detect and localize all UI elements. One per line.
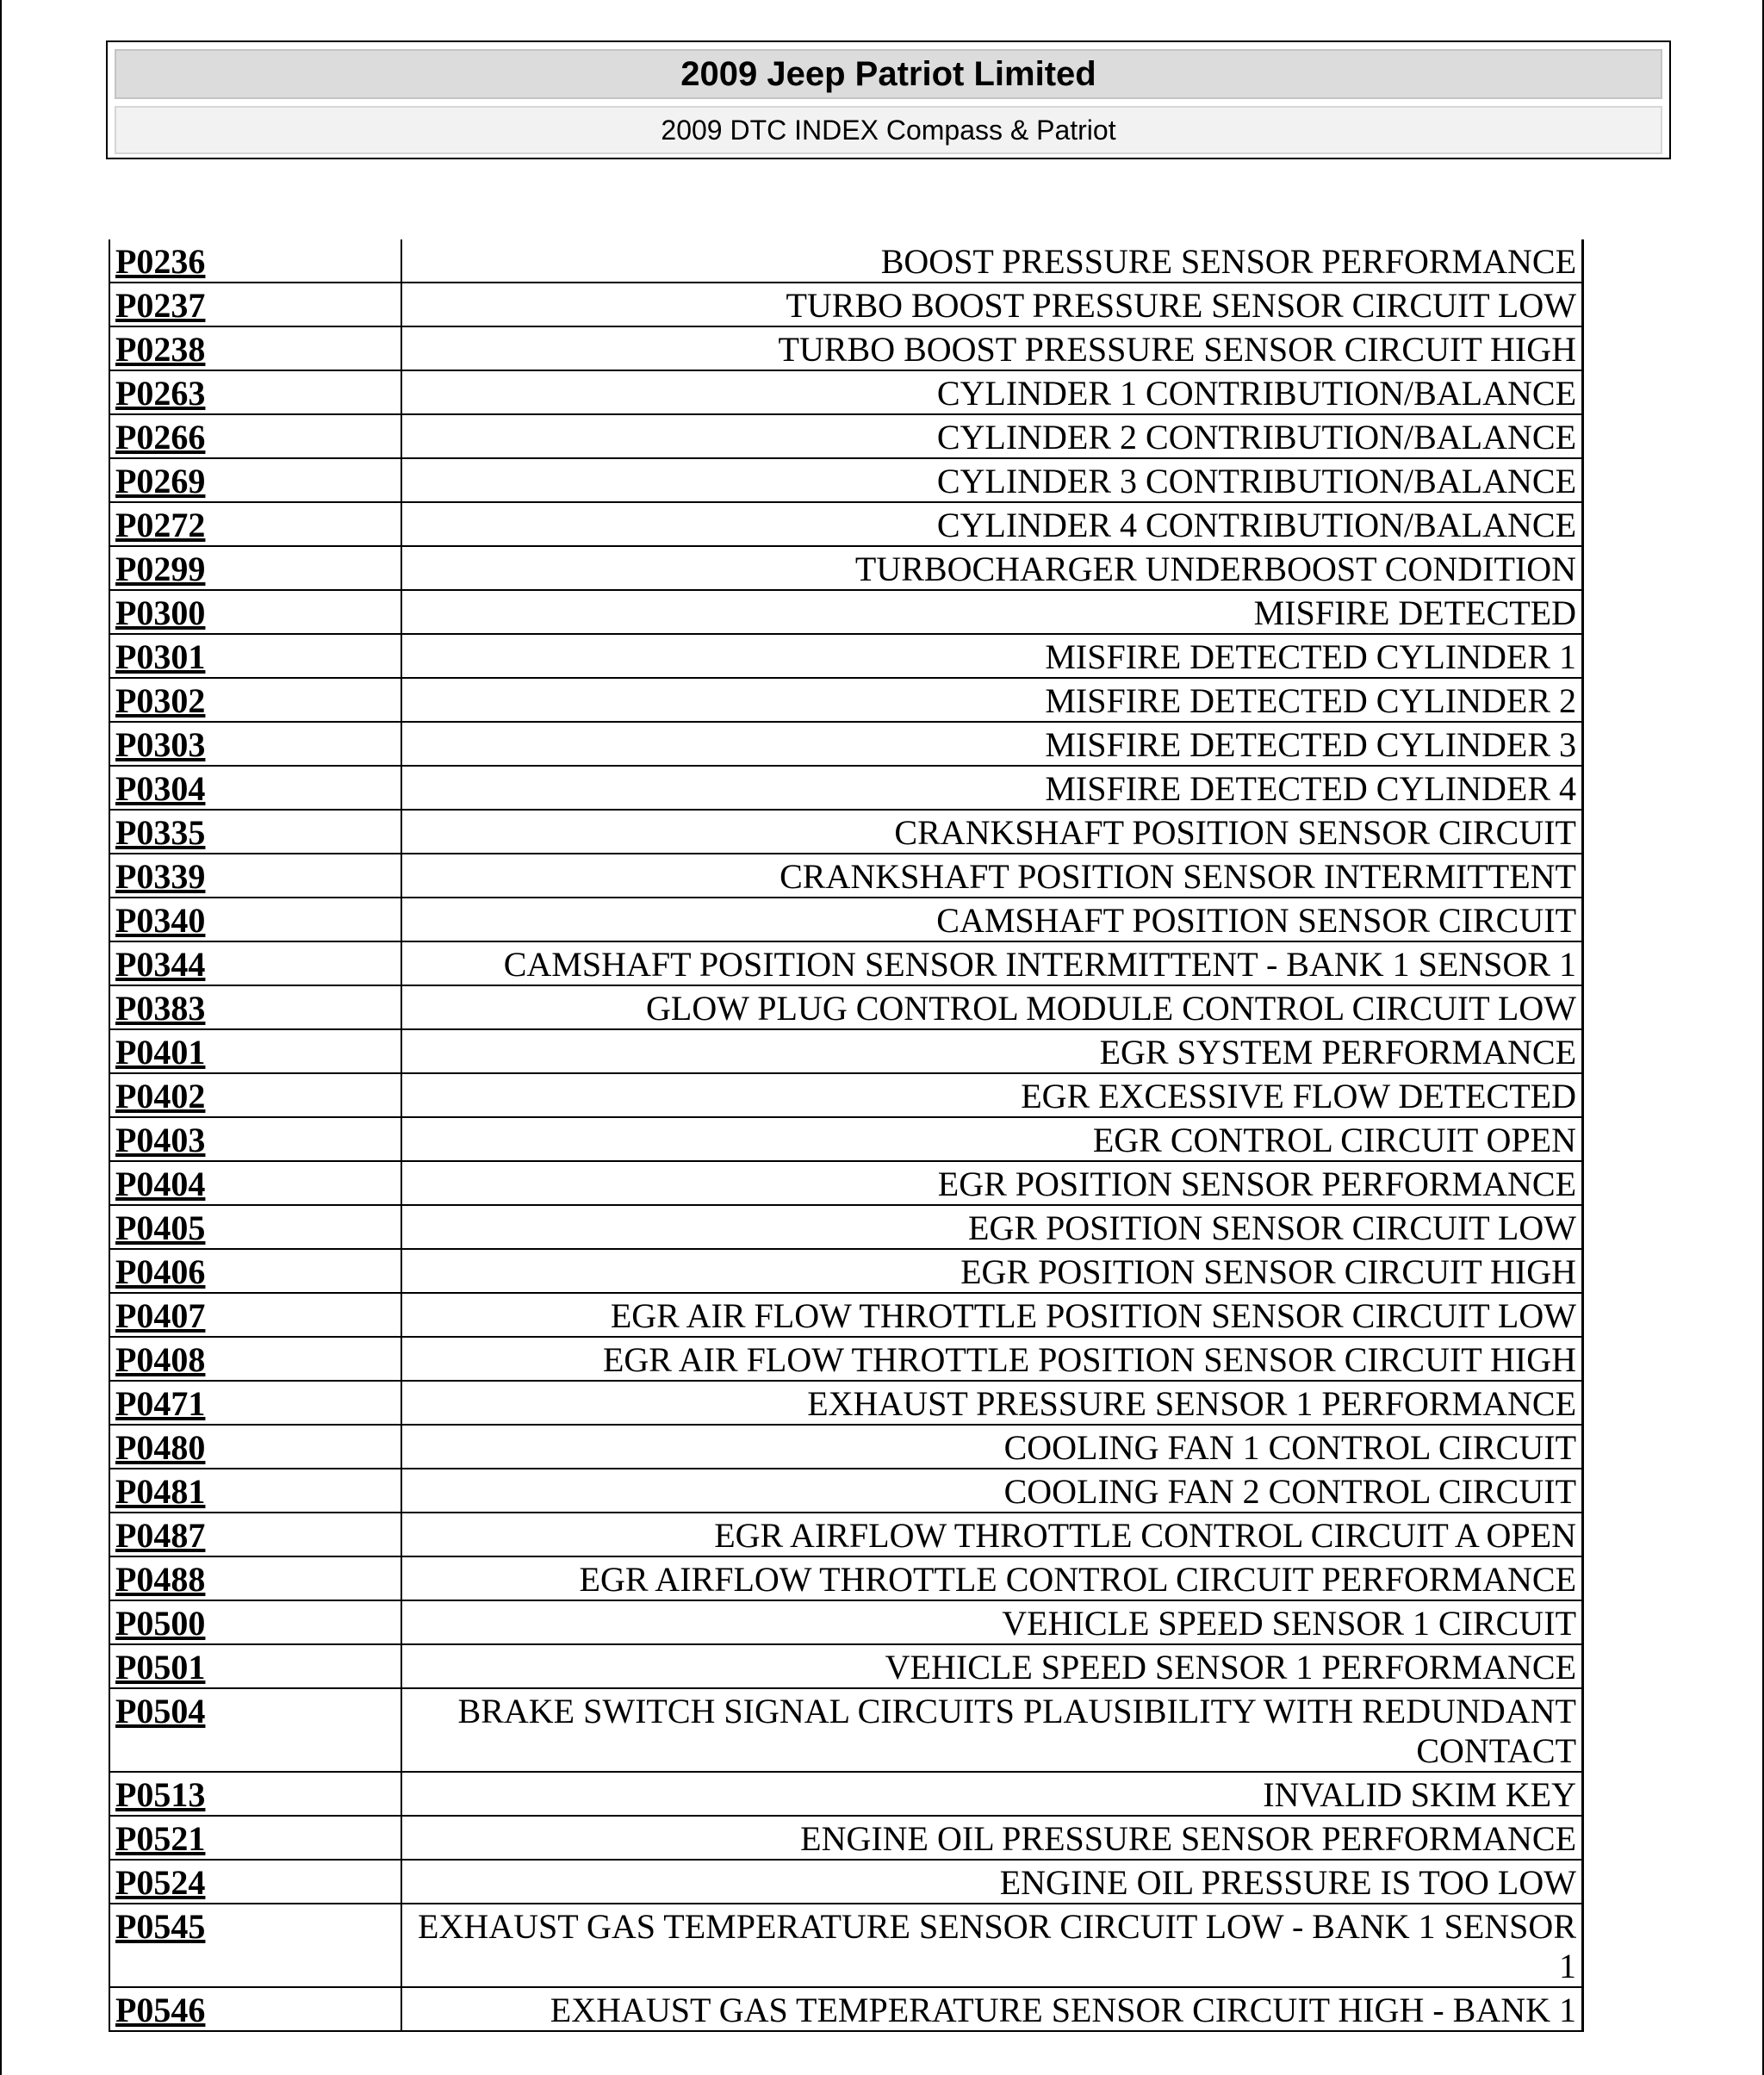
dtc-description-cell: MISFIRE DETECTED CYLINDER 2 [401,678,1583,722]
dtc-description-cell: CYLINDER 3 CONTRIBUTION/BALANCE [401,458,1583,502]
table-row [109,283,1583,326]
dtc-code-link[interactable]: P0344 [115,945,206,984]
dtc-index-table [109,239,1584,2032]
dtc-code-link[interactable]: P0302 [115,681,206,720]
table-row [109,1205,1583,1249]
table-row [109,1029,1583,1073]
table-row [109,414,1583,458]
dtc-description-cell: MISFIRE DETECTED CYLINDER 4 [401,766,1583,810]
dtc-description-cell: MISFIRE DETECTED [401,590,1583,634]
dtc-description-cell: EGR POSITION SENSOR PERFORMANCE [401,1161,1583,1205]
dtc-description-cell: EXHAUST GAS TEMPERATURE SENSOR CIRCUIT LOW - BANK 1 SENSOR 1 [401,1904,1583,1987]
table-row [109,766,1583,810]
dtc-code-link[interactable]: P0546 [115,1991,206,2029]
dtc-code-cell [109,634,401,678]
dtc-code-cell [109,1293,401,1337]
table-row [109,1987,1583,2031]
table-row [109,546,1583,590]
dtc-code-cell [109,985,401,1029]
dtc-code-link[interactable]: P0272 [115,506,206,544]
dtc-code-link[interactable]: P0304 [115,769,206,808]
dtc-description-cell: EGR AIRFLOW THROTTLE CONTROL CIRCUIT PERFORMANCE [401,1556,1583,1600]
table-row [109,985,1583,1029]
dtc-code-cell [109,239,401,283]
dtc-code-cell [109,1381,401,1425]
table-row [109,898,1583,941]
dtc-code-cell [109,370,401,414]
dtc-code-cell [109,722,401,766]
dtc-code-link[interactable]: P0521 [115,1819,206,1858]
dtc-code-link[interactable]: P0545 [115,1907,206,1946]
dtc-code-cell [109,590,401,634]
dtc-code-link[interactable]: P0403 [115,1121,206,1159]
dtc-description-cell: EGR CONTROL CIRCUIT OPEN [401,1117,1583,1161]
dtc-description-cell: EXHAUST GAS TEMPERATURE SENSOR CIRCUIT HIGH - BANK 1 [401,1987,1583,2031]
dtc-code-link[interactable]: P0402 [115,1077,206,1115]
dtc-code-link[interactable]: P0236 [115,242,206,281]
dtc-code-link[interactable]: P0301 [115,637,206,676]
dtc-description-cell: EGR POSITION SENSOR CIRCUIT HIGH [401,1249,1583,1293]
table-row [109,722,1583,766]
table-row [109,1161,1583,1205]
dtc-code-cell [109,414,401,458]
dtc-description-cell: EGR AIR FLOW THROTTLE POSITION SENSOR CIRCUIT LOW [401,1293,1583,1337]
dtc-code-cell [109,1644,401,1688]
table-row [109,590,1583,634]
table-row [109,1469,1583,1513]
dtc-code-link[interactable]: P0303 [115,725,206,764]
dtc-code-cell [109,1772,401,1816]
dtc-description-cell: EGR SYSTEM PERFORMANCE [401,1029,1583,1073]
dtc-code-link[interactable]: P0513 [115,1775,206,1814]
dtc-code-link[interactable]: P0269 [115,462,206,500]
dtc-code-cell [109,1337,401,1381]
table-row [109,1425,1583,1469]
dtc-code-cell [109,766,401,810]
dtc-code-cell [109,810,401,854]
dtc-description-cell: MISFIRE DETECTED CYLINDER 1 [401,634,1583,678]
table-row [109,370,1583,414]
table-row [109,810,1583,854]
dtc-code-cell [109,1513,401,1556]
dtc-code-cell [109,1688,401,1772]
dtc-description-cell: EGR EXCESSIVE FLOW DETECTED [401,1073,1583,1117]
dtc-code-cell [109,546,401,590]
dtc-description-cell: TURBO BOOST PRESSURE SENSOR CIRCUIT HIGH [401,326,1583,370]
dtc-code-link[interactable]: P0406 [115,1252,206,1291]
table-row [109,634,1583,678]
dtc-table-body [109,239,1583,2031]
dtc-code-link[interactable]: P0299 [115,550,206,588]
dtc-code-link[interactable]: P0238 [115,330,206,369]
dtc-description-cell: EXHAUST PRESSURE SENSOR 1 PERFORMANCE [401,1381,1583,1425]
dtc-code-cell [109,1205,401,1249]
dtc-code-cell [109,1600,401,1644]
dtc-description-cell: ENGINE OIL PRESSURE IS TOO LOW [401,1860,1583,1904]
dtc-description-cell: INVALID SKIM KEY [401,1772,1583,1816]
table-row [109,1381,1583,1425]
index-subtitle: 2009 DTC INDEX Compass & Patriot [115,106,1662,154]
table-row [109,678,1583,722]
dtc-description-cell: EGR POSITION SENSOR CIRCUIT LOW [401,1205,1583,1249]
dtc-description-cell: COOLING FAN 2 CONTROL CIRCUIT [401,1469,1583,1513]
dtc-code-cell [109,678,401,722]
table-row [109,458,1583,502]
dtc-code-link[interactable]: P0500 [115,1604,206,1643]
dtc-code-link[interactable]: P0501 [115,1648,206,1687]
dtc-code-link[interactable]: P0481 [115,1472,206,1511]
table-row [109,1117,1583,1161]
table-row [109,1293,1583,1337]
dtc-code-link[interactable]: P0488 [115,1560,206,1599]
dtc-description-cell: COOLING FAN 1 CONTROL CIRCUIT [401,1425,1583,1469]
dtc-code-cell [109,1987,401,2031]
dtc-code-link[interactable]: P0405 [115,1208,206,1247]
dtc-code-cell [109,326,401,370]
dtc-code-cell [109,1161,401,1205]
table-row [109,854,1583,898]
dtc-code-cell [109,1029,401,1073]
dtc-code-link[interactable]: P0524 [115,1863,206,1902]
table-row [109,1249,1583,1293]
dtc-code-cell [109,1425,401,1469]
table-row [109,1073,1583,1117]
dtc-description-cell: EGR AIRFLOW THROTTLE CONTROL CIRCUIT A OPEN [401,1513,1583,1556]
table-row [109,1600,1583,1644]
dtc-code-cell [109,1469,401,1513]
dtc-code-link[interactable]: P0339 [115,857,206,896]
dtc-code-cell [109,854,401,898]
table-row [109,1688,1583,1772]
table-row [109,1644,1583,1688]
dtc-code-link[interactable]: P0237 [115,286,206,325]
dtc-code-link[interactable]: P0340 [115,901,206,940]
dtc-code-cell [109,1117,401,1161]
dtc-code-link[interactable]: P0471 [115,1384,206,1423]
dtc-code-link[interactable]: P0383 [115,989,206,1028]
table-row [109,1513,1583,1556]
dtc-code-cell [109,898,401,941]
dtc-description-cell: CYLINDER 2 CONTRIBUTION/BALANCE [401,414,1583,458]
table-row [109,1816,1583,1860]
table-row [109,239,1583,283]
dtc-description-cell: CRANKSHAFT POSITION SENSOR CIRCUIT [401,810,1583,854]
dtc-description-cell: BOOST PRESSURE SENSOR PERFORMANCE [401,239,1583,283]
dtc-description-cell: CAMSHAFT POSITION SENSOR INTERMITTENT - BANK 1 SENSOR 1 [401,941,1583,985]
dtc-code-cell [109,1073,401,1117]
table-row [109,326,1583,370]
dtc-code-link[interactable]: P0504 [115,1692,206,1730]
dtc-description-cell: TURBOCHARGER UNDERBOOST CONDITION [401,546,1583,590]
dtc-code-link[interactable]: P0266 [115,418,206,457]
dtc-code-cell [109,283,401,326]
dtc-description-cell: CAMSHAFT POSITION SENSOR CIRCUIT [401,898,1583,941]
dtc-code-link[interactable]: P0408 [115,1340,206,1379]
table-row [109,502,1583,546]
dtc-code-cell [109,1556,401,1600]
dtc-description-cell: EGR AIR FLOW THROTTLE POSITION SENSOR CIRCUIT HIGH [401,1337,1583,1381]
table-row [109,1904,1583,1987]
table-row [109,1772,1583,1816]
dtc-code-link[interactable]: P0263 [115,374,206,413]
dtc-code-link[interactable]: P0335 [115,813,206,852]
dtc-code-cell [109,1249,401,1293]
dtc-description-cell: CRANKSHAFT POSITION SENSOR INTERMITTENT [401,854,1583,898]
vehicle-title: 2009 Jeep Patriot Limited [115,49,1662,99]
dtc-code-cell [109,941,401,985]
dtc-code-cell [109,502,401,546]
dtc-code-link[interactable]: P0404 [115,1165,206,1203]
table-row [109,1556,1583,1600]
dtc-description-cell: GLOW PLUG CONTROL MODULE CONTROL CIRCUIT LOW [401,985,1583,1029]
document-header [106,40,1671,159]
table-row [109,1337,1583,1381]
table-row [109,941,1583,985]
dtc-code-cell [109,1904,401,1987]
dtc-description-cell: BRAKE SWITCH SIGNAL CIRCUITS PLAUSIBILITY WITH REDUNDANT CONTACT [401,1688,1583,1772]
dtc-code-cell [109,458,401,502]
dtc-description-cell: CYLINDER 4 CONTRIBUTION/BALANCE [401,502,1583,546]
dtc-code-link[interactable]: P0300 [115,593,206,632]
dtc-code-link[interactable]: P0401 [115,1033,206,1072]
dtc-code-link[interactable]: P0407 [115,1296,206,1335]
table-row [109,1860,1583,1904]
dtc-code-cell [109,1816,401,1860]
dtc-description-cell: CYLINDER 1 CONTRIBUTION/BALANCE [401,370,1583,414]
dtc-description-cell: VEHICLE SPEED SENSOR 1 CIRCUIT [401,1600,1583,1644]
dtc-code-cell [109,1860,401,1904]
dtc-code-link[interactable]: P0487 [115,1516,206,1555]
dtc-description-cell: TURBO BOOST PRESSURE SENSOR CIRCUIT LOW [401,283,1583,326]
dtc-description-cell: VEHICLE SPEED SENSOR 1 PERFORMANCE [401,1644,1583,1688]
dtc-code-link[interactable]: P0480 [115,1428,206,1467]
dtc-description-cell: ENGINE OIL PRESSURE SENSOR PERFORMANCE [401,1816,1583,1860]
dtc-description-cell: MISFIRE DETECTED CYLINDER 3 [401,722,1583,766]
